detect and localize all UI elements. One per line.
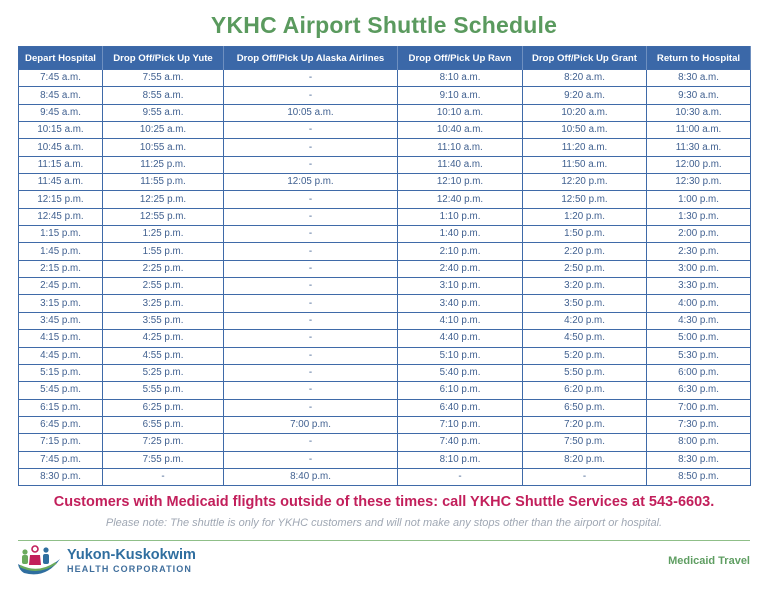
- table-cell: -: [224, 382, 398, 399]
- table-cell: -: [224, 122, 398, 139]
- table-cell: -: [523, 468, 647, 485]
- table-cell: 10:30 a.m.: [647, 104, 751, 121]
- table-cell: 9:45 a.m.: [19, 104, 103, 121]
- table-row: [19, 468, 751, 485]
- table-row: [19, 416, 751, 433]
- table-row: [19, 243, 751, 260]
- table-cell: 7:25 p.m.: [103, 434, 224, 451]
- table-cell: -: [224, 191, 398, 208]
- table-row: [19, 87, 751, 104]
- table-cell: 10:55 a.m.: [103, 139, 224, 156]
- table-cell: 7:55 p.m.: [103, 451, 224, 468]
- table-cell: 9:30 a.m.: [647, 87, 751, 104]
- table-cell: 1:55 p.m.: [103, 243, 224, 260]
- table-cell: 11:30 a.m.: [647, 139, 751, 156]
- table-cell: -: [224, 451, 398, 468]
- table-cell: 1:20 p.m.: [523, 208, 647, 225]
- table-cell: 1:45 p.m.: [19, 243, 103, 260]
- table-cell: 4:50 p.m.: [523, 330, 647, 347]
- table-cell: 7:20 p.m.: [523, 416, 647, 433]
- table-cell: -: [224, 312, 398, 329]
- table-cell: -: [224, 434, 398, 451]
- table-cell: 7:50 p.m.: [523, 434, 647, 451]
- table-cell: 2:15 p.m.: [19, 260, 103, 277]
- table-row: [19, 139, 751, 156]
- table-cell: 6:25 p.m.: [103, 399, 224, 416]
- table-cell: 12:45 p.m.: [19, 208, 103, 225]
- table-cell: -: [224, 330, 398, 347]
- org-name: Yukon-Kuskokwim: [67, 547, 196, 563]
- table-cell: 11:55 p.m.: [103, 174, 224, 191]
- table-cell: 12:15 p.m.: [19, 191, 103, 208]
- table-cell: 4:15 p.m.: [19, 330, 103, 347]
- table-cell: 11:25 p.m.: [103, 156, 224, 173]
- table-cell: 8:10 a.m.: [398, 70, 523, 87]
- table-cell: 6:15 p.m.: [19, 399, 103, 416]
- table-cell: 9:10 a.m.: [398, 87, 523, 104]
- table-cell: 8:30 p.m.: [647, 451, 751, 468]
- table-cell: -: [224, 260, 398, 277]
- table-cell: 7:55 a.m.: [103, 70, 224, 87]
- table-cell: 10:20 a.m.: [523, 104, 647, 121]
- org-logo-text: [67, 548, 196, 575]
- table-row: [19, 104, 751, 121]
- table-cell: 3:15 p.m.: [19, 295, 103, 312]
- table-cell: 6:00 p.m.: [647, 364, 751, 381]
- table-cell: 6:30 p.m.: [647, 382, 751, 399]
- table-cell: 10:45 a.m.: [19, 139, 103, 156]
- table-cell: 6:10 p.m.: [398, 382, 523, 399]
- table-cell: 12:00 p.m.: [647, 156, 751, 173]
- table-body: [19, 70, 751, 486]
- column-header: Drop Off/Pick Up Ravn: [398, 47, 523, 70]
- table-row: [19, 295, 751, 312]
- table-cell: 9:55 a.m.: [103, 104, 224, 121]
- table-cell: 8:00 p.m.: [647, 434, 751, 451]
- table-cell: 6:50 p.m.: [523, 399, 647, 416]
- medicaid-notice: Customers with Medicaid flights outside of these times: call YKHC Shuttle Services at 543-6603.: [53, 494, 715, 510]
- table-cell: 2:55 p.m.: [103, 278, 224, 295]
- table-cell: 5:40 p.m.: [398, 364, 523, 381]
- table-cell: -: [224, 70, 398, 87]
- table-row: [19, 347, 751, 364]
- table-cell: 7:00 p.m.: [647, 399, 751, 416]
- table-cell: 4:00 p.m.: [647, 295, 751, 312]
- table-cell: 8:50 p.m.: [647, 468, 751, 485]
- table-cell: 8:45 a.m.: [19, 87, 103, 104]
- table-cell: 10:10 a.m.: [398, 104, 523, 121]
- table-cell: 7:45 a.m.: [19, 70, 103, 87]
- table-cell: 3:55 p.m.: [103, 312, 224, 329]
- table-cell: 3:25 p.m.: [103, 295, 224, 312]
- table-cell: 10:15 a.m.: [19, 122, 103, 139]
- table-cell: 12:40 p.m.: [398, 191, 523, 208]
- table-cell: 4:25 p.m.: [103, 330, 224, 347]
- table-cell: 2:25 p.m.: [103, 260, 224, 277]
- table-cell: 4:30 p.m.: [647, 312, 751, 329]
- table-row: [19, 208, 751, 225]
- column-header: Drop Off/Pick Up Yute: [103, 47, 224, 70]
- table-cell: 10:25 a.m.: [103, 122, 224, 139]
- table-row: [19, 434, 751, 451]
- table-cell: 5:10 p.m.: [398, 347, 523, 364]
- table-cell: 10:40 a.m.: [398, 122, 523, 139]
- table-cell: 3:50 p.m.: [523, 295, 647, 312]
- table-row: [19, 191, 751, 208]
- table-cell: 2:40 p.m.: [398, 260, 523, 277]
- table-cell: 12:25 p.m.: [103, 191, 224, 208]
- table-cell: -: [398, 468, 523, 485]
- org-subtitle: HEALTH CORPORATION: [67, 564, 192, 574]
- table-cell: 6:40 p.m.: [398, 399, 523, 416]
- table-row: [19, 312, 751, 329]
- shuttle-note: Please note: The shuttle is only for YKHC customers and will not make any stops other than the airport or hospital.: [105, 517, 663, 529]
- table-cell: 11:50 a.m.: [523, 156, 647, 173]
- table-cell: 12:05 p.m.: [224, 174, 398, 191]
- table-cell: 1:15 p.m.: [19, 226, 103, 243]
- table-cell: 3:45 p.m.: [19, 312, 103, 329]
- table-cell: 5:30 p.m.: [647, 347, 751, 364]
- table-cell: 10:05 a.m.: [224, 104, 398, 121]
- table-cell: 8:20 a.m.: [523, 70, 647, 87]
- table-cell: 5:00 p.m.: [647, 330, 751, 347]
- table-cell: -: [224, 278, 398, 295]
- table-cell: 11:40 a.m.: [398, 156, 523, 173]
- table-cell: -: [224, 243, 398, 260]
- table-cell: 12:30 p.m.: [647, 174, 751, 191]
- table-cell: 8:40 p.m.: [224, 468, 398, 485]
- table-row: [19, 382, 751, 399]
- table-cell: 2:00 p.m.: [647, 226, 751, 243]
- table-cell: 4:55 p.m.: [103, 347, 224, 364]
- table-cell: -: [224, 208, 398, 225]
- table-cell: 9:20 a.m.: [523, 87, 647, 104]
- table-cell: 11:10 a.m.: [398, 139, 523, 156]
- table-cell: 4:40 p.m.: [398, 330, 523, 347]
- table-cell: 12:55 p.m.: [103, 208, 224, 225]
- table-cell: 7:10 p.m.: [398, 416, 523, 433]
- table-cell: -: [224, 139, 398, 156]
- table-cell: 3:30 p.m.: [647, 278, 751, 295]
- table-cell: 1:40 p.m.: [398, 226, 523, 243]
- table-cell: 8:20 p.m.: [523, 451, 647, 468]
- table-cell: 6:20 p.m.: [523, 382, 647, 399]
- table-cell: 2:30 p.m.: [647, 243, 751, 260]
- table-cell: 3:40 p.m.: [398, 295, 523, 312]
- table-cell: 8:30 a.m.: [647, 70, 751, 87]
- table-cell: 4:20 p.m.: [523, 312, 647, 329]
- table-cell: -: [224, 399, 398, 416]
- footer-divider: [18, 540, 750, 541]
- table-cell: 1:00 p.m.: [647, 191, 751, 208]
- column-header: Drop Off/Pick Up Grant: [523, 47, 647, 70]
- table-row: [19, 330, 751, 347]
- table-cell: 12:50 p.m.: [523, 191, 647, 208]
- page-title: YKHC Airport Shuttle Schedule: [210, 12, 558, 38]
- table-cell: -: [103, 468, 224, 485]
- table-cell: 6:55 p.m.: [103, 416, 224, 433]
- table-cell: 1:50 p.m.: [523, 226, 647, 243]
- table-cell: 5:55 p.m.: [103, 382, 224, 399]
- table-cell: 12:20 p.m.: [523, 174, 647, 191]
- table-row: [19, 399, 751, 416]
- table-cell: 11:00 a.m.: [647, 122, 751, 139]
- table-row: [19, 451, 751, 468]
- table-cell: 7:40 p.m.: [398, 434, 523, 451]
- table-cell: 5:25 p.m.: [103, 364, 224, 381]
- ykhc-logo-icon: [16, 543, 64, 581]
- table-cell: 5:45 p.m.: [19, 382, 103, 399]
- table-row: [19, 278, 751, 295]
- table-row: [19, 260, 751, 277]
- table-row: [19, 226, 751, 243]
- table-cell: -: [224, 87, 398, 104]
- table-cell: 1:25 p.m.: [103, 226, 224, 243]
- table-cell: 2:45 p.m.: [19, 278, 103, 295]
- table-cell: -: [224, 295, 398, 312]
- table-cell: 7:45 p.m.: [19, 451, 103, 468]
- table-cell: 5:20 p.m.: [523, 347, 647, 364]
- table-cell: 4:10 p.m.: [398, 312, 523, 329]
- table-cell: 1:10 p.m.: [398, 208, 523, 225]
- table-cell: 11:20 a.m.: [523, 139, 647, 156]
- table-cell: 7:15 p.m.: [19, 434, 103, 451]
- table-cell: -: [224, 156, 398, 173]
- table-cell: 8:30 p.m.: [19, 468, 103, 485]
- table-cell: 10:50 a.m.: [523, 122, 647, 139]
- table-cell: 2:20 p.m.: [523, 243, 647, 260]
- table-cell: 2:50 p.m.: [523, 260, 647, 277]
- table-cell: 7:30 p.m.: [647, 416, 751, 433]
- table-cell: 2:10 p.m.: [398, 243, 523, 260]
- table-row: [19, 156, 751, 173]
- table-row: [19, 70, 751, 87]
- table-row: [19, 364, 751, 381]
- table-cell: 6:45 p.m.: [19, 416, 103, 433]
- table-cell: 8:10 p.m.: [398, 451, 523, 468]
- table-cell: -: [224, 364, 398, 381]
- table-cell: 3:00 p.m.: [647, 260, 751, 277]
- table-cell: 11:45 a.m.: [19, 174, 103, 191]
- table-cell: 5:50 p.m.: [523, 364, 647, 381]
- table-header-row: [19, 47, 751, 70]
- shuttle-schedule-table: [18, 46, 751, 486]
- table-cell: 5:15 p.m.: [19, 364, 103, 381]
- table-cell: 3:10 p.m.: [398, 278, 523, 295]
- table-cell: 1:30 p.m.: [647, 208, 751, 225]
- table-cell: 11:15 a.m.: [19, 156, 103, 173]
- table-cell: 8:55 a.m.: [103, 87, 224, 104]
- column-header: Depart Hospital: [19, 47, 103, 70]
- column-header: Drop Off/Pick Up Alaska Airlines: [224, 47, 398, 70]
- table-cell: 12:10 p.m.: [398, 174, 523, 191]
- table-cell: -: [224, 347, 398, 364]
- table-row: [19, 174, 751, 191]
- department-label: Medicaid Travel: [668, 555, 750, 567]
- table-cell: 7:00 p.m.: [224, 416, 398, 433]
- table-row: [19, 122, 751, 139]
- table-cell: -: [224, 226, 398, 243]
- table-cell: 3:20 p.m.: [523, 278, 647, 295]
- column-header: Return to Hospital: [647, 47, 751, 70]
- table-cell: 4:45 p.m.: [19, 347, 103, 364]
